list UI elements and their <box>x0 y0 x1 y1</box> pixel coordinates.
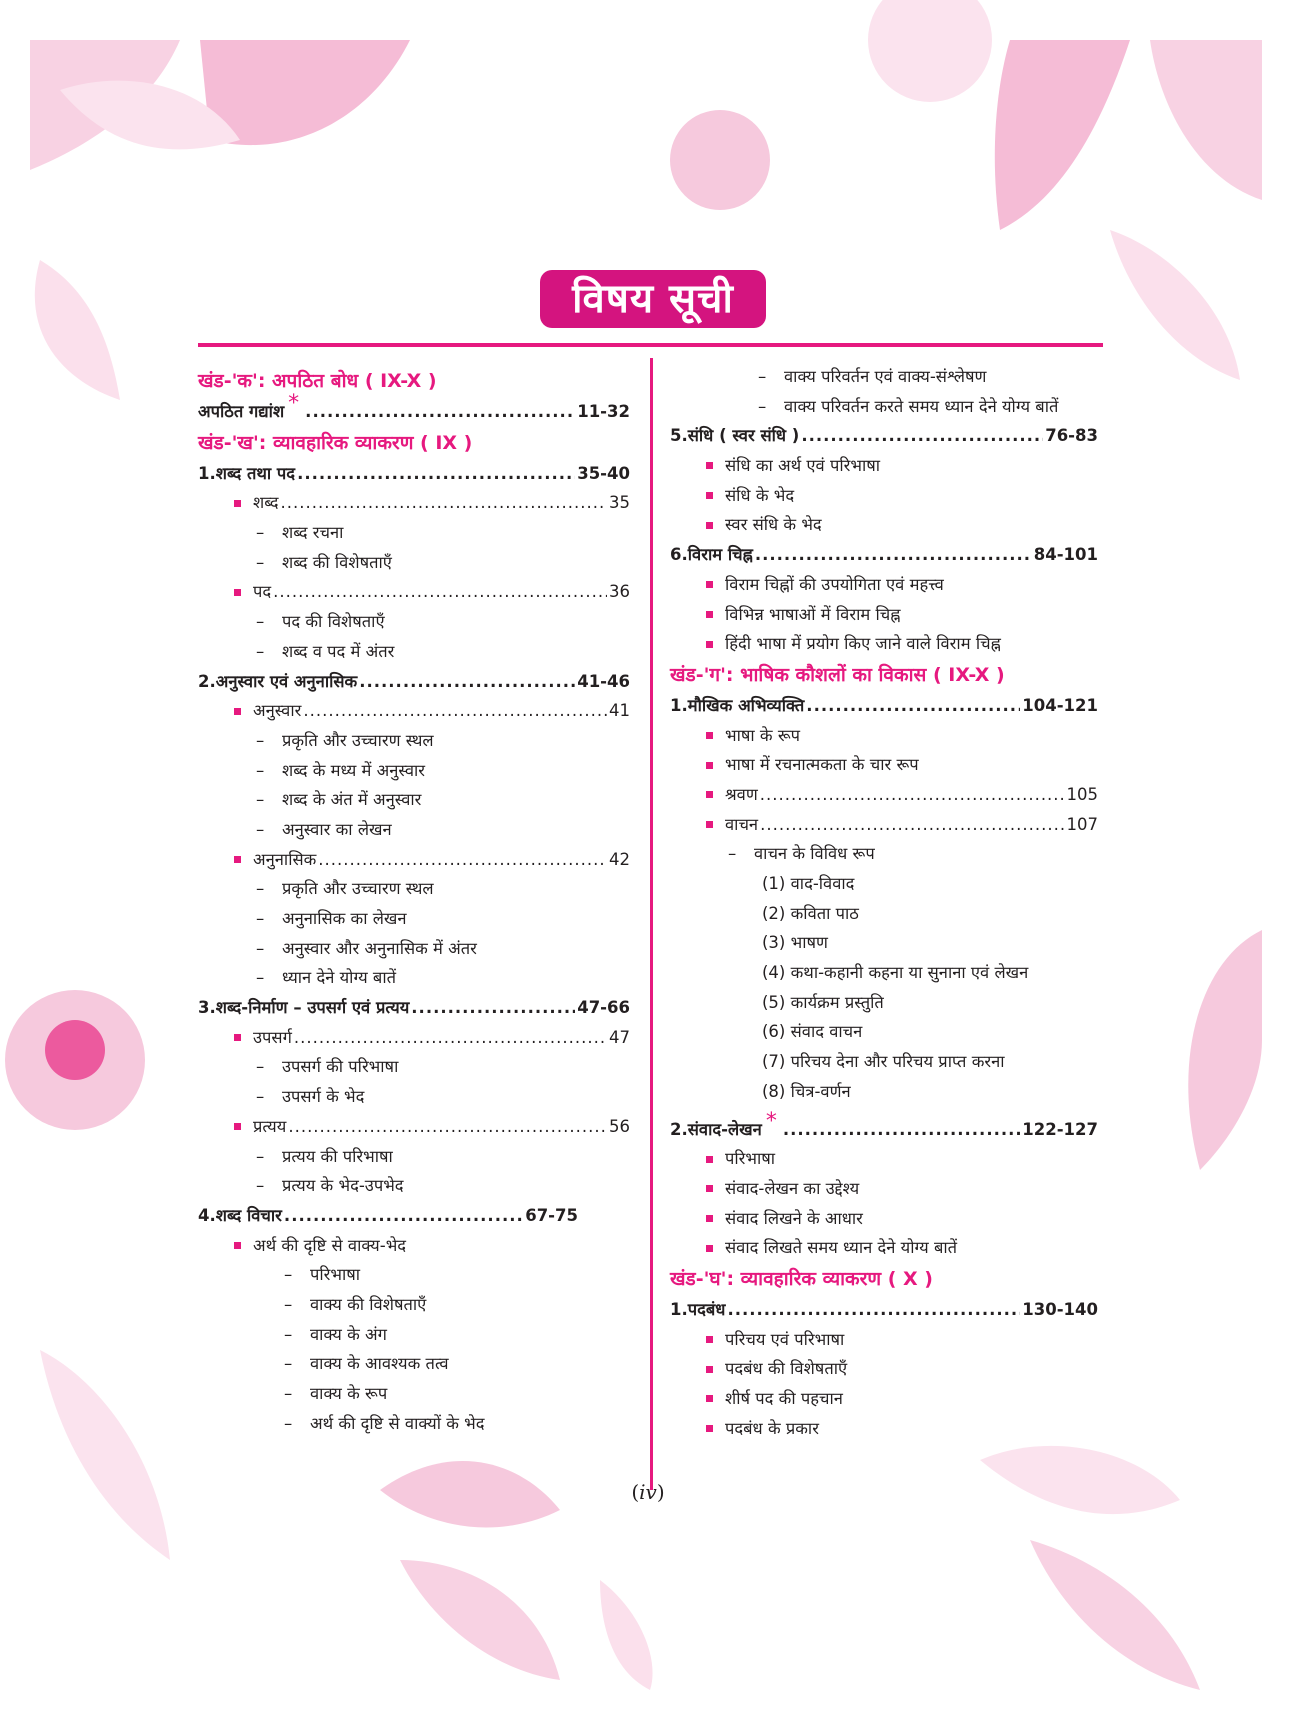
bullet-label: भाषा में रचनात्मकता के चार रूप <box>725 755 919 775</box>
bullet-entry <box>670 721 1098 751</box>
sub-label: अर्थ की दृष्टि से वाक्यों के भेद <box>310 1413 485 1433</box>
page-range: 84-101 <box>1033 545 1098 565</box>
sub-label: शब्द के मध्य में अनुस्वार <box>282 760 426 780</box>
section-heading: खंड-'ग': भाषिक कौशलों का विकास ( IX-X ) <box>670 663 1005 686</box>
sub-entry: – शब्द के अंत में अनुस्वार <box>256 790 422 810</box>
sub-entry: – उपसर्ग के भेद <box>256 1087 365 1107</box>
page-range: 11-32 <box>577 402 630 421</box>
chapter-title: मौखिक अभिव्यक्ति <box>687 695 805 715</box>
bullet-label: संवाद लिखते समय ध्यान देने योग्य बातें <box>725 1238 958 1258</box>
leader-dots <box>760 780 1065 810</box>
bullet-square-icon <box>234 708 241 715</box>
leader-dots <box>806 691 1020 721</box>
page-range: 67-75 <box>525 1205 578 1225</box>
bullet-label: पदबंध के प्रकार <box>725 1418 819 1438</box>
sub-entry: – अर्थ की दृष्टि से वाक्यों के भेद <box>284 1413 485 1433</box>
leader-dots <box>755 540 1032 570</box>
page-range: 104-121 <box>1022 695 1098 715</box>
chapter-entry[interactable] <box>670 540 1098 570</box>
chapter-number: 1. <box>670 695 688 715</box>
leaf-shape <box>1030 1540 1200 1690</box>
bullet-square-icon <box>706 1245 713 1252</box>
sub-entry: – वाचन के विविध रूप <box>728 844 875 864</box>
chapter-title: संवाद-लेखन <box>687 1119 762 1139</box>
bullet-square-icon <box>706 492 713 499</box>
bullet-square-icon <box>234 1123 241 1130</box>
chapter-number: 2. <box>198 671 216 691</box>
sub-entry: – प्रत्यय की परिभाषा <box>256 1146 393 1166</box>
circle-shape <box>868 0 992 102</box>
ordered-item: (8) चित्र-वर्णन <box>762 1081 851 1101</box>
leader-dots <box>294 1023 607 1053</box>
page-number: 35 <box>609 493 630 513</box>
bullet-square-icon <box>234 856 241 863</box>
page-range: 41-46 <box>577 671 630 691</box>
bullet-label: वाचन <box>725 814 759 834</box>
ordered-item: (3) भाषण <box>762 933 828 953</box>
bullet-entry <box>670 1354 1098 1384</box>
bullet-entry <box>670 629 1098 659</box>
bullet-entry <box>670 1325 1098 1355</box>
star-mark: * <box>288 391 300 416</box>
chapter-number: 2. <box>670 1119 688 1139</box>
page-number: 56 <box>609 1116 630 1136</box>
bullet-entry <box>670 1174 1098 1204</box>
leader-dots <box>305 397 575 427</box>
bullet-label: पद <box>253 582 272 602</box>
sub-entry: – प्रत्यय के भेद-उपभेद <box>256 1176 404 1196</box>
page-range: 122-127 <box>1022 1119 1098 1139</box>
sub-label: वाक्य के अंग <box>310 1324 387 1344</box>
leader-dots <box>288 1112 607 1142</box>
chapter-number: 1. <box>198 463 216 483</box>
ordered-item: (4) कथा-कहानी कहना या सुनाना एवं लेखन <box>762 963 1029 983</box>
sub-entry: – प्रकृति और उच्चारण स्थल <box>256 879 434 899</box>
bullet-square-icon <box>706 762 713 769</box>
page-number: 105 <box>1066 784 1098 804</box>
page-title: विषय सूची <box>540 270 766 328</box>
sub-label: प्रत्यय के भेद-उपभेद <box>282 1176 404 1196</box>
bullet-label: स्वर संधि के भेद <box>725 515 822 535</box>
spacer <box>670 1107 1098 1115</box>
leaf-shape <box>995 40 1130 230</box>
ordered-item: (7) परिचय देना और परिचय प्राप्त करना <box>762 1052 1005 1072</box>
bullet-square-icon <box>706 1185 713 1192</box>
chapter-title: शब्द तथा पद <box>215 463 296 483</box>
bullet-entry <box>670 810 1098 840</box>
chapter-entry[interactable] <box>198 993 630 1023</box>
bullet-square-icon <box>706 791 713 798</box>
sub-label: अनुस्वार और अनुनासिक में अंतर <box>282 938 477 958</box>
leader-dots <box>303 696 607 726</box>
toc-left-column <box>198 365 630 1438</box>
ordered-item: (1) वाद-विवाद <box>762 874 855 893</box>
bullet-entry <box>670 481 1098 511</box>
ordered-item: (6) संवाद वाचन <box>762 1022 863 1042</box>
bullet-square-icon <box>706 821 713 828</box>
leader-dots <box>359 667 575 697</box>
bullet-square-icon <box>706 732 713 739</box>
chapter-number: 6. <box>670 545 688 565</box>
section-heading: खंड-'घ': व्यावहारिक व्याकरण ( X ) <box>670 1267 933 1290</box>
bullet-label: हिंदी भाषा में प्रयोग किए जाने वाले विराम चिह्न <box>725 634 1001 654</box>
bullet-entry <box>670 510 1098 540</box>
sub-label: शब्द की विशेषताएँ <box>282 552 392 572</box>
circle-shape <box>45 1020 105 1080</box>
bullet-entry <box>670 1414 1098 1444</box>
chapter-number: 4. <box>198 1205 216 1225</box>
page-range: 76-83 <box>1045 426 1098 446</box>
sub-label: वाक्य परिवर्तन करते समय ध्यान देने योग्य बातें <box>784 396 1059 416</box>
leader-dots <box>280 488 607 518</box>
bullet-entry <box>670 570 1098 600</box>
chapter-entry[interactable] <box>198 1201 578 1231</box>
section-heading: खंड-'ख': व्यावहारिक व्याकरण ( IX ) <box>198 431 473 454</box>
chapter-entry[interactable] <box>670 691 1098 721</box>
sub-label: उपसर्ग के भेद <box>282 1087 365 1107</box>
sub-label: ध्यान देने योग्य बातें <box>282 968 397 988</box>
bullet-entry <box>198 488 630 518</box>
bullet-label: परिचय एवं परिभाषा <box>725 1329 845 1349</box>
bullet-label: पदबंध की विशेषताएँ <box>725 1359 848 1379</box>
sub-label: वाक्य के आवश्यक तत्व <box>310 1354 449 1374</box>
chapter-title: शब्द-निर्माण – उपसर्ग एवं प्रत्यय <box>215 998 410 1018</box>
sub-entry: – शब्द रचना <box>256 523 344 543</box>
column-divider <box>650 358 653 1490</box>
sub-label: अनुस्वार का लेखन <box>282 819 392 839</box>
bullet-square-icon <box>234 589 241 596</box>
sub-entry: – वाक्य के रूप <box>284 1384 388 1403</box>
toc-entry[interactable] <box>198 391 630 427</box>
sub-entry: – वाक्य के अंग <box>284 1324 387 1344</box>
title-rule <box>198 343 1103 347</box>
leaf-shape <box>1150 40 1262 200</box>
page-number: 107 <box>1066 814 1098 834</box>
page-range: 35-40 <box>577 463 630 483</box>
chapter-title: अनुस्वार एवं अनुनासिक <box>215 671 358 691</box>
sub-label: पद की विशेषताएँ <box>282 612 385 632</box>
page-number: 47 <box>609 1027 630 1047</box>
leader-dots <box>801 421 1043 451</box>
page-number-label: iv <box>639 1480 657 1504</box>
sub-label: वाक्य के रूप <box>310 1384 388 1403</box>
chapter-title: शब्द विचार <box>215 1205 282 1225</box>
page-range: 47-66 <box>577 998 630 1018</box>
bullet-label: विराम चिह्नों की उपयोगिता एवं महत्त्व <box>725 574 944 594</box>
chapter-number: 3. <box>198 998 216 1018</box>
sub-label: प्रकृति और उच्चारण स्थल <box>282 730 434 750</box>
bullet-label: श्रवण <box>725 784 758 804</box>
bullet-entry <box>198 1112 630 1142</box>
section-heading: खंड-'क': अपठित बोध ( IX-X ) <box>198 370 437 392</box>
page-number: 42 <box>609 849 630 869</box>
bullet-entry <box>198 696 630 726</box>
bullet-square-icon <box>706 641 713 648</box>
bullet-entry <box>198 577 630 607</box>
page-range: 130-140 <box>1022 1299 1098 1319</box>
bullet-entry <box>670 600 1098 630</box>
bullet-entry <box>198 1023 630 1053</box>
chapter-number: 1. <box>670 1299 688 1319</box>
bullet-entry <box>670 1233 1098 1263</box>
sub-entry: – शब्द व पद में अंतर <box>256 641 395 661</box>
chapter-entry[interactable] <box>198 667 630 697</box>
chapter-entry[interactable] <box>670 1295 1098 1325</box>
sub-entry: – प्रकृति और उच्चारण स्थल <box>256 730 434 750</box>
leader-dots <box>760 810 1064 840</box>
page-footer: (iv) <box>631 1480 665 1504</box>
bullet-label: शब्द <box>253 493 279 513</box>
bullet-label: संधि के भेद <box>725 485 795 505</box>
sub-entry: – शब्द की विशेषताएँ <box>256 552 392 572</box>
star-mark: * <box>765 1108 777 1134</box>
bullet-square-icon <box>706 581 713 588</box>
bullet-square-icon <box>706 522 713 529</box>
bullet-entry <box>670 1204 1098 1234</box>
leader-dots <box>783 1115 1020 1145</box>
bullet-square-icon <box>234 1034 241 1041</box>
sub-entry: – वाक्य परिवर्तन करते समय ध्यान देने योग्य बातें <box>758 396 1059 416</box>
chapter-title: पदबंध <box>687 1299 726 1319</box>
sub-label: अनुनासिक का लेखन <box>282 909 407 928</box>
bullet-square-icon <box>706 1215 713 1222</box>
chapter-title: विराम चिह्न <box>687 545 753 565</box>
sub-label: वाक्य परिवर्तन एवं वाक्य-संश्लेषण <box>784 367 987 386</box>
bullet-label: भाषा के रूप <box>725 725 801 745</box>
bullet-square-icon <box>706 1336 713 1343</box>
page-number: 36 <box>609 582 630 602</box>
bullet-square-icon <box>706 1425 713 1432</box>
bullet-label: अनुनासिक <box>253 849 317 869</box>
bullet-square-icon <box>706 462 713 469</box>
bullet-entry <box>670 780 1098 810</box>
circle-shape <box>670 110 770 210</box>
leaf-shape <box>1188 930 1262 1170</box>
sub-entry: – वाक्य की विशेषताएँ <box>284 1294 427 1314</box>
chapter-number: 5. <box>670 426 688 446</box>
leader-dots <box>284 1201 523 1231</box>
sub-label: प्रत्यय की परिभाषा <box>282 1146 393 1166</box>
leaf-shape <box>40 1350 170 1560</box>
bullet-label: अनुस्वार <box>253 701 302 721</box>
bullet-entry <box>670 1384 1098 1414</box>
sub-label: प्रकृति और उच्चारण स्थल <box>282 879 434 899</box>
ordered-item: (5) कार्यक्रम प्रस्तुति <box>762 992 884 1012</box>
bullet-label: उपसर्ग <box>253 1027 292 1047</box>
bullet-label: प्रत्यय <box>253 1116 287 1136</box>
leader-dots <box>727 1295 1020 1325</box>
sub-entry: – परिभाषा <box>284 1265 361 1285</box>
leaf-shape <box>600 1580 653 1690</box>
bullet-square-icon <box>234 1242 241 1249</box>
ordered-item: (2) कविता पाठ <box>762 903 859 923</box>
bullet-label: संवाद-लेखन का उद्देश्य <box>725 1178 860 1198</box>
bullet-entry <box>670 451 1098 481</box>
chapter-entry[interactable] <box>670 421 1098 451</box>
bullet-label: शीर्ष पद की पहचान <box>725 1389 843 1408</box>
sub-label: उपसर्ग की परिभाषा <box>282 1057 399 1077</box>
bullet-label: संधि का अर्थ एवं परिभाषा <box>725 456 881 476</box>
toc-right-column <box>670 362 1098 1443</box>
bullet-square-icon <box>234 500 241 507</box>
sub-entry: – वाक्य के आवश्यक तत्व <box>284 1354 449 1374</box>
leader-dots <box>318 845 607 875</box>
bullet-label: अर्थ की दृष्टि से वाक्य-भेद <box>253 1235 407 1255</box>
bullet-square-icon <box>706 611 713 618</box>
sub-label: शब्द रचना <box>282 523 344 543</box>
sub-entry: – पद की विशेषताएँ <box>256 612 385 632</box>
chapter-entry[interactable] <box>670 1108 1098 1145</box>
sub-label: वाचन के विविध रूप <box>754 844 875 864</box>
sub-label: वाक्य की विशेषताएँ <box>310 1294 427 1314</box>
sub-label: शब्द के अंत में अनुस्वार <box>282 790 422 810</box>
sub-entry: – शब्द के मध्य में अनुस्वार <box>256 760 426 780</box>
sub-entry: – उपसर्ग की परिभाषा <box>256 1057 399 1077</box>
chapter-entry[interactable] <box>198 459 630 489</box>
leaf-shape <box>1110 230 1240 380</box>
bullet-label: संवाद लिखने के आधार <box>725 1208 863 1228</box>
bullet-square-icon <box>706 1395 713 1402</box>
entry-title: अपठित गद्यांश <box>198 402 285 421</box>
sub-label: शब्द व पद में अंतर <box>282 641 395 661</box>
bullet-label: परिभाषा <box>725 1149 776 1169</box>
chapter-title: संधि ( स्वर संधि ) <box>687 426 800 446</box>
bullet-square-icon <box>706 1366 713 1373</box>
sub-entry: – ध्यान देने योग्य बातें <box>256 968 397 988</box>
bullet-entry <box>198 845 630 875</box>
leader-dots <box>273 577 607 607</box>
sub-entry: – अनुनासिक का लेखन <box>256 909 407 928</box>
leader-dots <box>297 459 575 489</box>
leader-dots <box>411 993 575 1023</box>
bullet-label: विभिन्न भाषाओं में विराम चिह्न <box>725 604 901 624</box>
sub-label: परिभाषा <box>310 1265 361 1285</box>
leaf-shape <box>35 260 120 400</box>
page-number: 41 <box>609 701 630 721</box>
sub-entry: – अनुस्वार और अनुनासिक में अंतर <box>256 938 477 958</box>
bullet-entry <box>670 750 1098 780</box>
bullet-square-icon <box>706 1156 713 1163</box>
leaf-shape <box>400 1560 560 1680</box>
sub-entry: – वाक्य परिवर्तन एवं वाक्य-संश्लेषण <box>758 367 987 386</box>
sub-entry: – अनुस्वार का लेखन <box>256 819 392 839</box>
bullet-entry <box>198 1231 630 1261</box>
bullet-entry <box>670 1144 1098 1174</box>
